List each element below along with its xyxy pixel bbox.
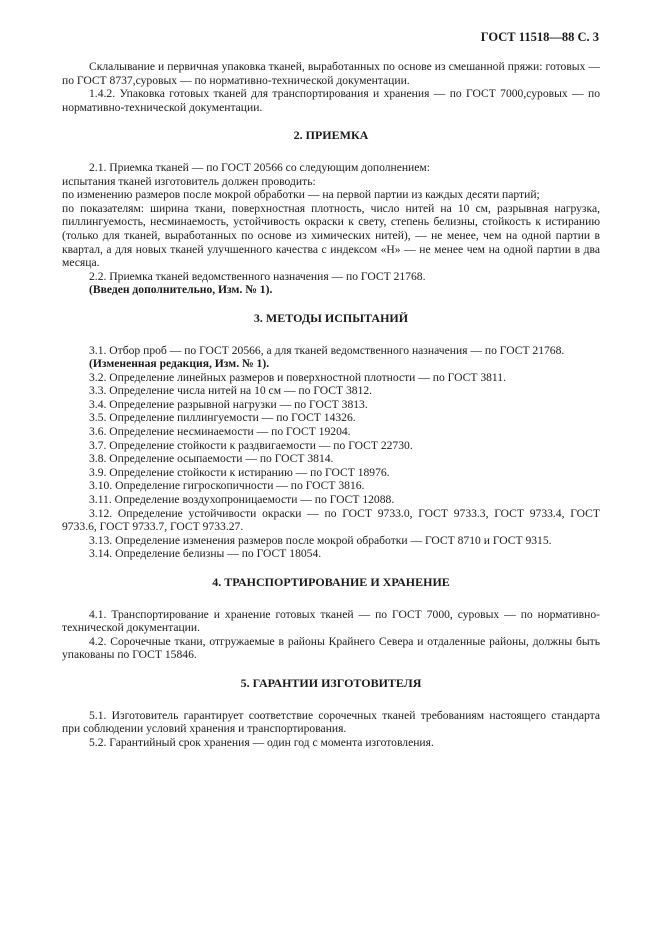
- section-title: 2. ПРИЕМКА: [293, 128, 369, 143]
- paragraph: по изменению размеров после мокрой обработки — на первой партии из каждых десяти партий;: [62, 188, 540, 202]
- paragraph: 4.2. Сорочечные ткани, отгружаемые в районы Крайнего Севера и отдаленные районы, должны быть упакованы по ГОСТ 15846.: [62, 634, 600, 662]
- paragraph: 2.2. Приемка тканей ведомственного назначения — по ГОСТ 21768.: [89, 269, 426, 283]
- list-item: 3.1. Отбор проб — по ГОСТ 20566, а для тканей ведомственного назначения — по ГОСТ 21768.: [89, 343, 565, 357]
- list-item: 3.11. Определение воздухопроницаемости — по ГОСТ 12088.: [89, 493, 395, 507]
- section-title: 4. ТРАНСПОРТИРОВАНИЕ И ХРАНЕНИЕ: [212, 575, 450, 589]
- page-header: ГОСТ 11518—88 С. 3: [480, 30, 599, 44]
- list-item: 3.7. Определение стойкости к раздвигаемости — по ГОСТ 22730.: [89, 438, 413, 452]
- paragraph: 4.1. Транспортирование и хранение готовых тканей — по ГОСТ 7000, суровых — по нормативно-технической документации.: [62, 607, 600, 635]
- list-item: 3.2. Определение линейных размеров и поверхностной плотности — по ГОСТ 3811.: [89, 370, 506, 384]
- list-item: 3.12. Определение устойчивости окраски — по ГОСТ 9733.0, ГОСТ 9733.3, ГОСТ 9733.4, ГОСТ 9733.6, ГОСТ 9733.7, ГОСТ 9733.27.: [62, 506, 600, 534]
- paragraph: 5.1. Изготовитель гарантирует соответствие сорочечных тканей требованиям настоящего стандарта при соблюдении условий хранения и транспортирования.: [62, 708, 600, 736]
- amendment-note: (Введен дополнительно, Изм. № 1).: [89, 283, 273, 297]
- paragraph: 5.2. Гарантийный срок хранения — один год с момента изготовления.: [89, 735, 434, 749]
- paragraph: 1.4.2. Упаковка готовых тканей для транспортирования и хранения — по ГОСТ 7000,суровых — по нормативно-технической документации.: [62, 87, 600, 114]
- section-title: 5. ГАРАНТИИ ИЗГОТОВИТЕЛЯ: [240, 675, 422, 690]
- paragraph: 2.1. Приемка тканей — по ГОСТ 20566 со следующим дополнением:: [89, 160, 430, 174]
- paragraph: по показателям: ширина ткани, поверхностная плотность, число нитей на 10 см, разрывная нагрузка, пиллингуемость, несминаемость, устойчивость окраски к свету, степень белизны, стойкость к истиранию (только для тканей, выработанных по основе из химических нитей), — не менее, чем на одной партии в квартал, а для новых тканей улучшенного качества с индексом «Н» — не менее чем на одной партии в два месяца.: [62, 201, 600, 270]
- list-item: 3.4. Определение разрывной нагрузки — по ГОСТ 3813.: [89, 397, 368, 411]
- list-item: 3.9. Определение стойкости к истиранию — по ГОСТ 18976.: [89, 465, 390, 479]
- document-body: [62, 60, 600, 749]
- paragraph: испытания тканей изготовитель должен проводить:: [62, 174, 316, 188]
- list-item: 3.5. Определение пиллингуемости — по ГОСТ 14326.: [89, 411, 356, 425]
- list-item: 3.10. Определение гигроскопичности — по ГОСТ 3816.: [89, 479, 365, 493]
- list-item: 3.13. Определение изменения размеров после мокрой обработки — ГОСТ 8710 и ГОСТ 9315.: [89, 533, 552, 547]
- list-item: 3.6. Определение несминаемости — по ГОСТ 19204.: [89, 425, 351, 439]
- amendment-note: (Измененная редакция, Изм. № 1).: [89, 357, 270, 371]
- list-item: 3.3. Определение числа нитей на 10 см — по ГОСТ 3812.: [89, 384, 373, 398]
- paragraph: Склалывание и первичная упаковка тканей, выработанных по основе из смешанной пряжи: готовых — по ГОСТ 8737,суровых — по нормативно-технической документации.: [62, 60, 600, 87]
- section-title: 3. МЕТОДЫ ИСПЫТАНИЙ: [253, 310, 409, 325]
- list-item: 3.8. Определение осыпаемости — по ГОСТ 3814.: [89, 452, 334, 466]
- list-item: 3.14. Определение белизны — по ГОСТ 18054.: [89, 547, 322, 561]
